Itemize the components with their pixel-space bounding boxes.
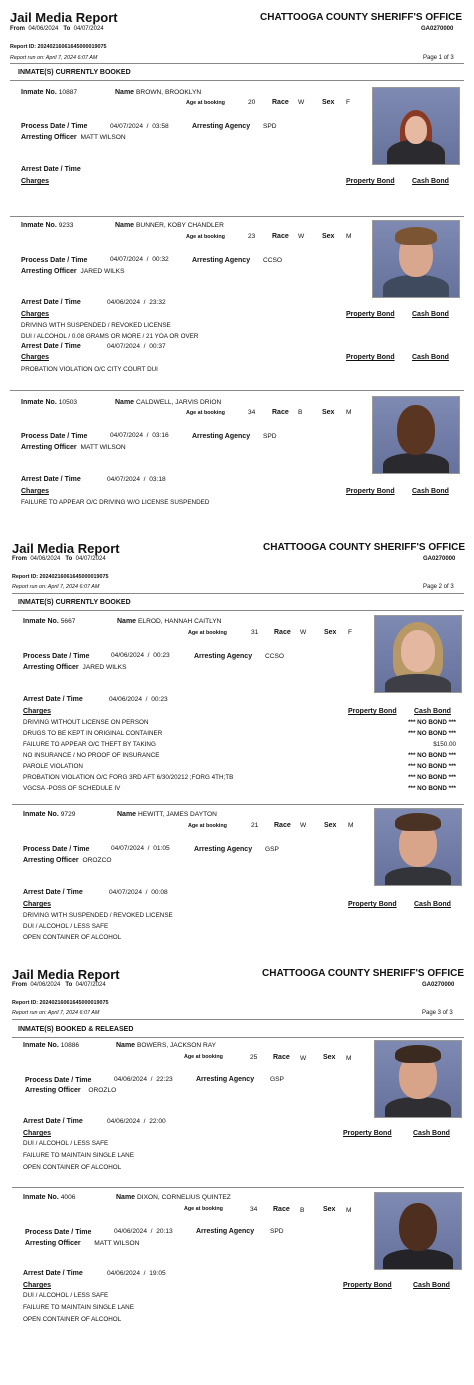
section-title: INMATE(S) BOOKED & RELEASED	[18, 1026, 134, 1033]
charges-header: Charges	[23, 708, 52, 715]
cash-bond-value: $150.00	[433, 741, 456, 748]
charge-item: DRIVING WITH SUSPENDED / REVOKED LICENSE	[23, 912, 173, 919]
section-title: INMATE(S) CURRENTLY BOOKED	[18, 69, 131, 76]
process-date: 04/07/2024	[110, 123, 144, 130]
sex: M	[346, 409, 352, 416]
age-label: Age at booking	[186, 100, 225, 106]
arrest-time: 03:18	[149, 476, 166, 483]
process-time: 20:13	[156, 1228, 173, 1235]
race: W	[300, 822, 307, 829]
mugshot-photo	[374, 1040, 462, 1118]
process-date: 04/06/2024	[114, 1228, 148, 1235]
office-name: CHATTOOGA COUNTY SHERIFF'S OFFICE	[262, 968, 465, 979]
sex-label: Sex	[322, 233, 335, 240]
cash-bond-value: *** NO BOND ***	[408, 785, 456, 792]
arrest-time: 00:23	[151, 696, 168, 703]
charges-header: Charges	[21, 354, 50, 361]
race-label: Race	[272, 409, 289, 416]
age-label: Age at booking	[186, 234, 225, 240]
agency-label: Arresting Agency	[192, 123, 251, 130]
sex: M	[346, 1207, 352, 1214]
officer-label: Arresting Officer	[21, 134, 77, 141]
race-label: Race	[274, 629, 291, 636]
officer: OROZLO	[88, 1087, 117, 1094]
agency: SPD	[263, 433, 277, 440]
to-date: 04/07/2024	[75, 982, 106, 988]
race: W	[298, 233, 305, 240]
age: 34	[248, 409, 256, 416]
charge-item: FAILURE TO APPEAR O/C THEFT BY TAKING	[23, 741, 156, 748]
charge-item: DUI / ALCOHOL / LESS SAFE	[23, 923, 109, 930]
agency-label: Arresting Agency	[194, 653, 253, 660]
arrest-date: 04/07/2024	[109, 889, 143, 896]
agency-label: Arresting Agency	[196, 1076, 255, 1083]
charges-header: Charges	[23, 901, 52, 908]
inmate-name: HEWITT, JAMES DAYTON	[138, 811, 217, 818]
arrest-label: Arrest Date / Time	[21, 476, 81, 483]
cash-bond-header: Cash Bond	[412, 311, 449, 318]
inmate-name: ELROD, HANNAH CAITLYN	[138, 618, 222, 625]
property-bond-header: Property Bond	[346, 178, 395, 185]
name-label: Name	[117, 618, 137, 625]
charge-item: VGCSA -POSS OF SCHEDULE IV	[23, 785, 121, 792]
arrest-time: 00:37	[149, 343, 166, 350]
cash-bond-value: *** NO BOND ***	[408, 730, 456, 737]
mugshot-photo	[374, 808, 462, 886]
to-label: To	[65, 982, 73, 988]
arrest-label: Arrest Date / Time	[21, 343, 81, 350]
officer: OROZCO	[82, 857, 112, 864]
arrest-label: Arrest Date / Time	[21, 299, 81, 306]
agency: CCSO	[263, 257, 283, 264]
run-on: Report run on: April 7, 2024 6:07 AM	[12, 584, 100, 590]
to-date: 04/07/2024	[73, 26, 104, 32]
mugshot-photo	[374, 1192, 462, 1270]
officer-label: Arresting Officer	[23, 664, 79, 671]
mugshot-photo	[372, 87, 460, 165]
arrest-label: Arrest Date / Time	[23, 696, 83, 703]
cash-bond-header: Cash Bond	[412, 178, 449, 185]
cash-bond-header: Cash Bond	[414, 708, 451, 715]
officer: JARED WILKS	[80, 268, 125, 275]
cash-bond-header: Cash Bond	[412, 488, 449, 495]
arrest-time: 23:32	[149, 299, 166, 306]
process-time: 00:32	[152, 256, 169, 263]
process-time: 03:16	[152, 432, 169, 439]
officer: MATT WILSON	[80, 134, 126, 141]
run-on: Report run on: April 7, 2024 6:07 AM	[12, 1010, 100, 1016]
arrest-time: 00:08	[151, 889, 168, 896]
sex: F	[346, 99, 351, 106]
sex-label: Sex	[322, 99, 335, 106]
inmate-no: 9729	[60, 811, 76, 818]
arrest-date: 04/06/2024	[107, 299, 141, 306]
charge-item: DUI / ALCOHOL / LESS SAFE	[23, 1140, 109, 1147]
property-bond-header: Property Bond	[343, 1282, 392, 1289]
process-label: Process Date / Time	[23, 653, 90, 660]
inmate-no-label: Inmate No.	[21, 399, 57, 406]
race-label: Race	[274, 822, 291, 829]
charge-item: OPEN CONTAINER OF ALCOHOL	[23, 1316, 122, 1323]
inmate-no: 10886	[60, 1042, 80, 1049]
cash-bond-header: Cash Bond	[414, 901, 451, 908]
arrest-date: 04/06/2024	[109, 696, 143, 703]
agency: SPD	[270, 1228, 284, 1235]
race-label: Race	[272, 233, 289, 240]
inmate-no-label: Inmate No.	[23, 1042, 59, 1049]
process-date: 04/07/2024	[110, 432, 144, 439]
age: 20	[248, 99, 256, 106]
cash-bond-value: *** NO BOND ***	[408, 763, 456, 770]
ori-code: GA0270000	[422, 982, 455, 988]
mugshot-photo	[372, 396, 460, 474]
charges-header: Charges	[23, 1130, 52, 1137]
inmate-name: CALDWELL, JARVIS DRION	[136, 399, 222, 406]
mugshot-photo	[374, 615, 462, 693]
charge-item: PROBATION VIOLATION O/C FORG 3RD AFT 6/30/20212 ;FORG 4TH;TB	[23, 774, 234, 781]
officer-label: Arresting Officer	[25, 1087, 81, 1094]
charges-header: Charges	[21, 311, 50, 318]
to-date: 04/07/2024	[75, 556, 106, 562]
charge-item: FAILURE TO APPEAR O/C DRIVING W/O LICENSE SUSPENDED	[21, 499, 210, 506]
inmate-no-label: Inmate No.	[23, 618, 59, 625]
age: 25	[250, 1054, 258, 1061]
process-label: Process Date / Time	[25, 1229, 92, 1236]
age: 23	[248, 233, 256, 240]
inmate-no-label: Inmate No.	[21, 222, 57, 229]
officer-label: Arresting Officer	[23, 857, 79, 864]
arrest-date: 04/06/2024	[107, 1270, 141, 1277]
process-time: 22:23	[156, 1076, 173, 1083]
cash-bond-value: *** NO BOND ***	[408, 774, 456, 781]
charges-header: Charges	[21, 488, 50, 495]
inmate-no: 5667	[60, 618, 76, 625]
arrest-time: 22:00	[149, 1118, 166, 1125]
inmate-no-label: Inmate No.	[23, 1194, 59, 1201]
charge-item: FAILURE TO MAINTAIN SINGLE LANE	[23, 1152, 134, 1159]
charges-header: Charges	[23, 1282, 52, 1289]
race-label: Race	[273, 1054, 290, 1061]
age: 34	[250, 1206, 258, 1213]
inmate-no: 10503	[58, 399, 78, 406]
process-date: 04/07/2024	[111, 845, 145, 852]
process-time: 01:05	[153, 845, 170, 852]
cash-bond-value: *** NO BOND ***	[408, 752, 456, 759]
property-bond-header: Property Bond	[343, 1130, 392, 1137]
age-label: Age at booking	[188, 630, 227, 636]
inmate-name: DIXON, CORNELIUS QUINTEZ	[137, 1194, 231, 1201]
agency-label: Arresting Agency	[192, 433, 251, 440]
race: W	[300, 1055, 307, 1062]
race-label: Race	[273, 1206, 290, 1213]
charge-item: DUI / ALCOHOL / 0.08 GRAMS OR MORE / 21 YOA OR OVER	[21, 333, 199, 340]
age-label: Age at booking	[184, 1054, 223, 1060]
name-label: Name	[116, 1194, 136, 1201]
charge-item: DRUGS TO BE KEPT IN ORIGINAL CONTAINER	[23, 730, 163, 737]
sex: M	[348, 822, 354, 829]
arrest-label: Arrest Date / Time	[23, 889, 83, 896]
race: B	[298, 409, 303, 416]
report-id: Report ID: 2024021606164500001907​5	[10, 44, 107, 50]
process-label: Process Date / Time	[23, 846, 90, 853]
race: W	[300, 629, 307, 636]
property-bond-header: Property Bond	[346, 311, 395, 318]
officer: MATT WILSON	[80, 444, 126, 451]
sex-label: Sex	[324, 629, 337, 636]
sex-label: Sex	[322, 409, 335, 416]
race-label: Race	[272, 99, 289, 106]
process-date: 04/06/2024	[114, 1076, 148, 1083]
report-title: Jail Media Report	[12, 541, 120, 556]
charges-header: Charges	[21, 178, 50, 185]
inmate-name: BOWERS, JACKSON RAY	[137, 1042, 217, 1049]
report-title: Jail Media Report	[12, 967, 120, 982]
inmate-no-label: Inmate No.	[23, 811, 59, 818]
charge-item: DUI / ALCOHOL / LESS SAFE	[23, 1292, 109, 1299]
charge-item: PAROLE VIOLATION	[23, 763, 83, 770]
charge-item: DRIVING WITHOUT LICENSE ON PERSON	[23, 719, 149, 726]
process-label: Process Date / Time	[21, 123, 88, 130]
name-label: Name	[115, 222, 135, 229]
process-date: 04/06/2024	[111, 652, 145, 659]
mugshot-photo	[372, 220, 460, 298]
ori-code: GA0270000	[421, 26, 454, 32]
charge-item: OPEN CONTAINER OF ALCOHOL	[23, 934, 122, 941]
inmate-no: 9233	[58, 222, 74, 229]
from-date: 04/06/2024	[30, 982, 61, 988]
from-label: From	[12, 556, 27, 562]
process-label: Process Date / Time	[21, 257, 88, 264]
report-title: Jail Media Report	[10, 10, 118, 25]
office-name: CHATTOOGA COUNTY SHERIFF'S OFFICE	[260, 12, 463, 23]
sex-label: Sex	[324, 822, 337, 829]
arrest-label: Arrest Date / Time	[23, 1270, 83, 1277]
from-date: 04/06/2024	[30, 556, 61, 562]
officer-label: Arresting Officer	[21, 268, 77, 275]
office-name: CHATTOOGA COUNTY SHERIFF'S OFFICE	[263, 542, 466, 553]
to-label: To	[65, 556, 73, 562]
sex: M	[346, 1055, 352, 1062]
from-label: From	[10, 26, 25, 32]
name-label: Name	[116, 1042, 136, 1049]
agency-label: Arresting Agency	[196, 1228, 255, 1235]
name-label: Name	[115, 399, 135, 406]
age: 31	[251, 629, 259, 636]
cash-bond-header: Cash Bond	[413, 1130, 450, 1137]
agency-label: Arresting Agency	[194, 846, 253, 853]
run-on: Report run on: April 7, 2024 6:07 AM	[10, 55, 98, 61]
arrest-date: 04/06/2024	[107, 1118, 141, 1125]
page-number: Page 3 of 3	[422, 1010, 453, 1016]
inmate-name: BUNNER, KOBY CHANDLER	[136, 222, 224, 229]
sex-label: Sex	[323, 1206, 336, 1213]
agency-label: Arresting Agency	[192, 257, 251, 264]
section-title: INMATE(S) CURRENTLY BOOKED	[18, 599, 131, 606]
arrest-label: Arrest Date / Time	[23, 1118, 83, 1125]
cash-bond-header: Cash Bond	[413, 1282, 450, 1289]
page-number: Page 2 of 3	[423, 584, 454, 590]
sex: F	[348, 629, 353, 636]
age: 21	[251, 822, 259, 829]
cash-bond-header: Cash Bond	[412, 354, 449, 361]
age-label: Age at booking	[186, 410, 225, 416]
race: W	[298, 99, 305, 106]
to-label: To	[63, 26, 71, 32]
charge-item: PROBATION VIOLATION O/C CITY COURT DUI	[21, 366, 158, 373]
process-label: Process Date / Time	[21, 433, 88, 440]
arrest-date: 04/07/2024	[107, 343, 141, 350]
process-date: 04/07/2024	[110, 256, 144, 263]
from-date: 04/06/2024	[28, 26, 59, 32]
officer: MATT WILSON	[94, 1240, 140, 1247]
report-id: Report ID: 2024021606164500001907​5	[12, 1000, 109, 1006]
ori-code: GA0270000	[423, 556, 456, 562]
charge-item: OPEN CONTAINER OF ALCOHOL	[23, 1164, 122, 1171]
officer: JARED WILKS	[82, 664, 127, 671]
arrest-date: 04/07/2024	[107, 476, 141, 483]
from-label: From	[12, 982, 27, 988]
report-id: Report ID: 2024021606164500001907​5	[12, 574, 109, 580]
officer-label: Arresting Officer	[25, 1240, 81, 1247]
process-label: Process Date / Time	[25, 1077, 92, 1084]
process-time: 03:58	[152, 123, 169, 130]
property-bond-header: Property Bond	[346, 488, 395, 495]
arrest-time: 19:05	[149, 1270, 166, 1277]
property-bond-header: Property Bond	[348, 708, 397, 715]
agency: CCSO	[265, 653, 285, 660]
officer-label: Arresting Officer	[21, 444, 77, 451]
agency: GSP	[265, 846, 279, 853]
charge-item: NO INSURANCE / NO PROOF OF INSURANCE	[23, 752, 160, 759]
age-label: Age at booking	[184, 1206, 223, 1212]
inmate-no-label: Inmate No.	[21, 89, 57, 96]
name-label: Name	[115, 89, 135, 96]
race: B	[300, 1207, 305, 1214]
agency: SPD	[263, 123, 277, 130]
sex-label: Sex	[323, 1054, 336, 1061]
charge-item: FAILURE TO MAINTAIN SINGLE LANE	[23, 1304, 134, 1311]
cash-bond-value: *** NO BOND ***	[408, 719, 456, 726]
name-label: Name	[117, 811, 137, 818]
page-number: Page 1 of 3	[423, 55, 454, 61]
inmate-no: 10887	[58, 89, 78, 96]
charge-item: DRIVING WITH SUSPENDED / REVOKED LICENSE	[21, 322, 171, 329]
property-bond-header: Property Bond	[348, 901, 397, 908]
age-label: Age at booking	[188, 823, 227, 829]
arrest-label: Arrest Date / Time	[21, 166, 81, 173]
property-bond-header: Property Bond	[346, 354, 395, 361]
process-time: 00:23	[153, 652, 170, 659]
inmate-name: BROWN, BROOKLYN	[136, 89, 202, 96]
sex: M	[346, 233, 352, 240]
agency: GSP	[270, 1076, 284, 1083]
inmate-no: 4006	[60, 1194, 76, 1201]
